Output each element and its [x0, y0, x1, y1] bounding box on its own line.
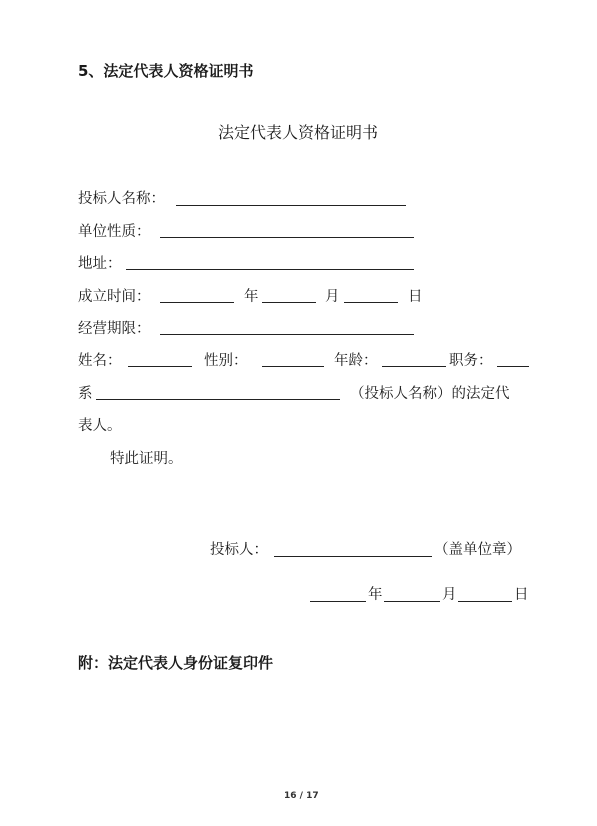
- signature-bidder-line[interactable]: [274, 556, 432, 557]
- attachment-note: 附：法定代表人身份证复印件: [78, 654, 274, 672]
- signature-month-line[interactable]: [384, 601, 440, 602]
- signature-day-text: 日: [514, 587, 529, 603]
- operating-period-line[interactable]: [160, 334, 414, 335]
- bidder-name-line[interactable]: [176, 205, 406, 206]
- operating-period-label: 经营期限：: [78, 321, 151, 337]
- is-label: 系: [78, 386, 93, 402]
- address-line[interactable]: [126, 269, 414, 270]
- position-line[interactable]: [497, 366, 529, 367]
- signature-bidder-label: 投标人：: [210, 542, 268, 558]
- page-number: 16 / 17: [284, 791, 319, 801]
- established-day-text: 日: [408, 289, 423, 305]
- signature-year-line[interactable]: [310, 601, 366, 602]
- signature-month-text: 月: [442, 587, 457, 603]
- name-label: 姓名：: [78, 353, 122, 369]
- bidder-paren-text: （投标人名称）的法定代: [350, 386, 510, 402]
- established-month-text: 月: [325, 289, 340, 305]
- established-year-line[interactable]: [160, 302, 234, 303]
- signature-day-line[interactable]: [458, 601, 512, 602]
- age-label: 年龄：: [334, 353, 378, 369]
- gender-label: 性别：: [204, 353, 248, 369]
- name-line[interactable]: [128, 366, 192, 367]
- document-title: 法定代表人资格证明书: [218, 123, 379, 142]
- position-label: 职务：: [449, 353, 493, 369]
- established-year-text: 年: [244, 289, 259, 305]
- established-month-line[interactable]: [262, 302, 316, 303]
- bidder-name-label: 投标人名称：: [78, 191, 165, 207]
- unit-nature-label: 单位性质：: [78, 224, 151, 240]
- gender-line[interactable]: [262, 366, 324, 367]
- unit-nature-line[interactable]: [160, 237, 414, 238]
- section-heading: 5、法定代表人资格证明书: [78, 62, 254, 80]
- established-label: 成立时间：: [78, 289, 151, 305]
- bidder-name-fill-line[interactable]: [96, 399, 340, 400]
- address-label: 地址：: [78, 256, 122, 272]
- age-line[interactable]: [382, 366, 446, 367]
- signature-year-text: 年: [368, 587, 383, 603]
- rep-tail-text: 表人。: [78, 418, 122, 434]
- certify-text: 特此证明。: [110, 451, 183, 467]
- seal-note: （盖单位章）: [434, 542, 521, 558]
- established-day-line[interactable]: [344, 302, 398, 303]
